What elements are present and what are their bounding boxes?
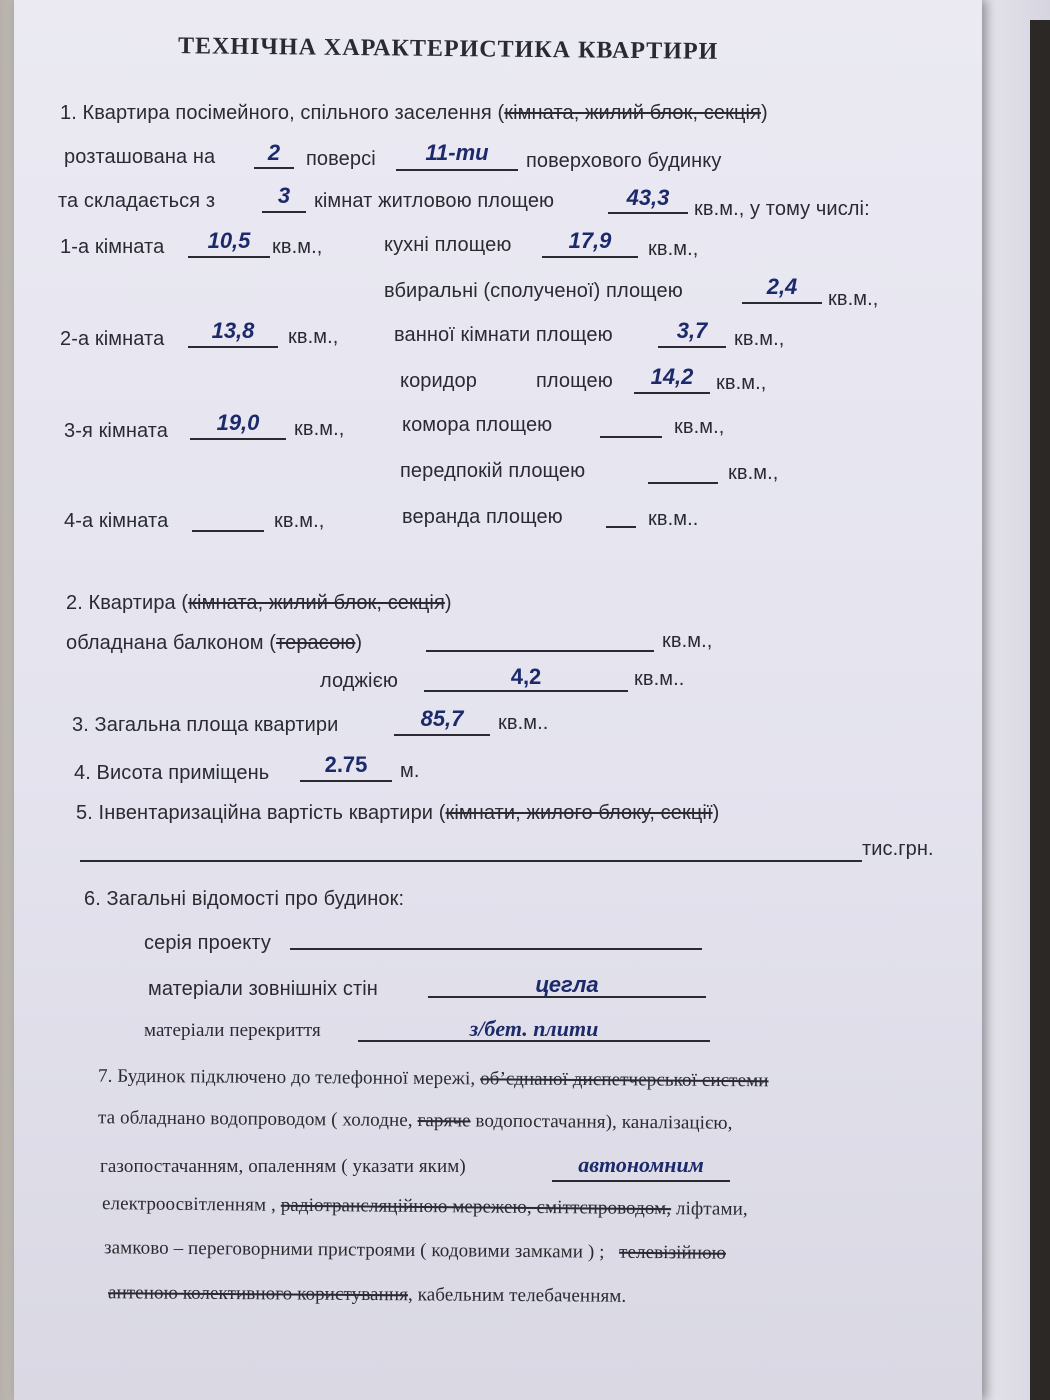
s7-line4-strike: радіотрансляційною мережею, сміттєпроводом, [280, 1194, 672, 1220]
room2-label: 2-а кімната [60, 328, 165, 350]
floor-line [254, 167, 294, 169]
room3-unit: кв.м., [294, 418, 345, 440]
balcony-line [426, 650, 654, 652]
rooms-value: 3 [277, 183, 291, 208]
background-right-edge [1030, 20, 1050, 1400]
total-area-unit: кв.м.. [498, 712, 549, 734]
bath-unit: кв.м., [734, 328, 785, 350]
storage-line [600, 436, 662, 438]
s6-label: 6. Загальні відомості про будинок: [84, 888, 405, 910]
s1-living-label: кімнат житловою площею [314, 190, 555, 212]
floors-total-value: 11-ти [425, 140, 489, 165]
heating-line [552, 1180, 730, 1182]
hall-unit: кв.м., [728, 462, 779, 484]
loggia-line [424, 690, 628, 692]
toilet-label: вбиральні (сполученої) площею [384, 280, 683, 302]
page-title: ТЕХНІЧНА ХАРАКТЕРИСТИКА КВАРТИРИ [177, 33, 719, 65]
hall-line [648, 482, 718, 484]
living-area-value: 43,3 [626, 185, 670, 210]
s1-floor-text: поверсі [306, 148, 376, 170]
kitchen-label: кухні площею [384, 234, 512, 256]
loggia-value: 4,2 [510, 664, 542, 689]
kitchen-unit: кв.м., [648, 238, 699, 260]
total-area-line [394, 734, 490, 736]
s5-strike: кімнати, жилого блоку, секції [445, 802, 713, 824]
height-label: 4. Висота приміщень [74, 762, 270, 784]
bath-value: 3,7 [676, 318, 708, 343]
series-label: серія проекту [144, 932, 271, 954]
room3-line [190, 438, 286, 440]
floor-value: 2 [267, 140, 281, 165]
s7-line2: та обладнано водопроводом ( холодне, гаряче водопостачання), каналізацією, [97, 1107, 733, 1134]
s5-label: 5. Інвентаризаційна вартість квартири (кімнати, жилого блоку, секції) [76, 802, 720, 824]
corridor-label: коридор [400, 370, 478, 392]
hall-label: передпокій площею [400, 460, 586, 482]
rooms-line [262, 211, 306, 213]
bath-label: ванної кімнати площею [394, 324, 613, 346]
room4-unit: кв.м., [274, 510, 325, 532]
s7-line5-strike: телевізійною [619, 1241, 727, 1264]
s1-line1-strike: кімната, жилий блок, секція [504, 102, 761, 124]
loggia-label: лоджією [320, 670, 398, 692]
document-page [14, 0, 982, 1400]
room3-value: 19,0 [216, 410, 260, 435]
corridor-value: 14,2 [650, 364, 694, 389]
walls-value: цегла [535, 972, 599, 997]
kitchen-value: 17,9 [568, 228, 612, 253]
toilet-unit: кв.м., [828, 288, 879, 310]
room2-unit: кв.м., [288, 326, 339, 348]
balcony-unit: кв.м., [662, 630, 713, 652]
room2-value: 13,8 [211, 318, 255, 343]
room1-line [188, 256, 270, 258]
s7-line6: антеною колективного користування, кабельним телебаченням. [107, 1282, 627, 1307]
room2-line [188, 346, 278, 348]
s1-line1: 1. Квартира посімейного, спільного заселення (кімната, жилий блок, секція) [60, 102, 768, 124]
floors-material-label: матеріали перекриття [144, 1020, 321, 1041]
corridor-area-label: площею [536, 370, 613, 392]
toilet-line [742, 302, 822, 304]
living-area-line [608, 212, 688, 214]
room3-label: 3-я кімната [64, 420, 169, 442]
s2-line1: 2. Квартира (кімната, жилий блок, секція) [66, 592, 452, 614]
total-area-label: 3. Загальна площа квартири [72, 714, 339, 736]
balcony-strike: терасою [276, 632, 356, 654]
floors-material-value: з/бет. плити [469, 1016, 599, 1041]
loggia-unit: кв.м.. [634, 668, 685, 690]
s7-line1: 7. Будинок підключено до телефонної мережі, об’єднаної диспетчерської системи [97, 1065, 769, 1092]
balcony-label: обладнана балконом (терасою) [66, 632, 363, 654]
s1-including-text: кв.м., у тому числі: [694, 198, 870, 220]
s7-line1-strike: об’єднаної диспетчерської системи [480, 1068, 769, 1092]
room4-label: 4-а кімната [64, 510, 169, 532]
room1-label: 1-а кімната [60, 236, 165, 258]
veranda-unit: кв.м.. [648, 508, 699, 530]
s1-floor-label: розташована на [64, 146, 216, 168]
walls-label: матеріали зовнішніх стін [148, 978, 378, 1000]
s5-value-line [80, 860, 862, 862]
s7-line5: замково – переговорними пристроями ( кодовими замками ) ; телевізійною [103, 1237, 727, 1264]
bath-line [658, 346, 726, 348]
s7-line6-strike: антеною колективного користування [107, 1282, 409, 1306]
s7-line2-strike: гаряче [417, 1110, 471, 1132]
height-value: 2.75 [324, 752, 368, 777]
s5-unit: тис.грн. [862, 838, 934, 860]
series-line [290, 948, 702, 950]
kitchen-line [542, 256, 638, 258]
height-unit: м. [400, 760, 420, 782]
height-line [300, 780, 392, 782]
veranda-label: веранда площею [402, 506, 563, 528]
veranda-line [606, 526, 636, 528]
total-area-value: 85,7 [420, 706, 464, 731]
room4-line [192, 530, 264, 532]
storage-unit: кв.м., [674, 416, 725, 438]
s2-line1-strike: кімната, жилий блок, секція [188, 592, 445, 614]
s7-line4: електроосвітленням , радіотрансляційною мережею, сміттєпроводом, ліфтами, [101, 1193, 748, 1220]
corridor-unit: кв.м., [716, 372, 767, 394]
s1-building-text: поверхового будинку [526, 150, 722, 172]
heating-value: автономним [578, 1152, 704, 1177]
floors-total-line [396, 169, 518, 171]
toilet-value: 2,4 [766, 274, 798, 299]
s1-rooms-label: та складається з [58, 190, 216, 212]
corridor-line [634, 392, 710, 394]
storage-label: комора площею [402, 414, 553, 436]
room1-unit: кв.м., [272, 236, 323, 258]
room1-value: 10,5 [207, 228, 251, 253]
s7-line3: газопостачанням, опаленням ( указати яким) [100, 1156, 466, 1177]
